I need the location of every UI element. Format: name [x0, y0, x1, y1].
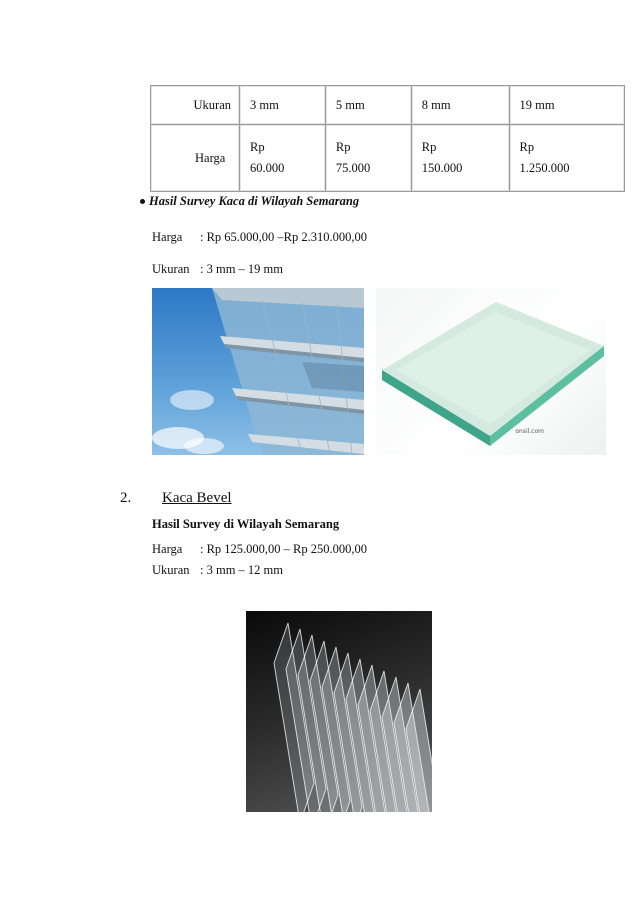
size-cell-1: 3 mm [240, 86, 326, 125]
survey-heading-text: Hasil Survey Kaca di Wilayah Semarang [149, 194, 360, 208]
row-label-price: Harga [151, 125, 240, 192]
price-amount: 1.250.000 [519, 161, 570, 175]
price-cell-2 [325, 125, 411, 192]
table-row-price [151, 125, 625, 192]
price-range-value: : Rp 65.000,00 –Rp 2.310.000,00 [200, 230, 368, 244]
size-range-line [152, 262, 283, 277]
price-amount: 75.000 [335, 161, 371, 175]
size-label: Ukuran [152, 262, 190, 276]
table-row-size [151, 86, 625, 125]
section-title: Kaca Bevel [162, 490, 232, 506]
currency-label: Rp [250, 140, 265, 154]
survey-heading [140, 194, 359, 209]
price-table [150, 85, 625, 192]
price-cell-4 [509, 125, 625, 192]
bevel-price-value: : Rp 125.000,00 – Rp 250.000,00 [200, 542, 368, 556]
size-cell-3: 8 mm [411, 86, 509, 125]
size-range-value: : 3 mm – 19 mm [200, 262, 283, 276]
currency-label: Rp [519, 140, 535, 154]
survey-subheading: Hasil Survey di Wilayah Semarang [152, 517, 340, 531]
image-watermark: onsil.com [515, 428, 544, 435]
currency-label: Rp [335, 140, 351, 154]
price-range-line [152, 230, 367, 245]
bevel-size-value: : 3 mm – 12 mm [200, 563, 283, 577]
price-amount: 60.000 [250, 161, 285, 175]
price-label: Harga [152, 230, 183, 244]
bevel-size-line [152, 563, 283, 578]
currency-label: Rp [421, 140, 437, 154]
bevel-glass-photo [246, 611, 432, 812]
price-amount: 150.000 [421, 161, 463, 175]
bullet-icon [140, 199, 145, 204]
price-label: Harga [152, 542, 183, 556]
size-cell-2: 5 mm [325, 86, 411, 125]
bevel-price-line [152, 542, 367, 557]
row-label-size: Ukuran [151, 86, 240, 125]
price-cell-1 [240, 125, 326, 192]
price-cell-3 [411, 125, 509, 192]
section-number: 2. [120, 490, 132, 506]
glass-sheet-photo [376, 288, 606, 455]
size-label: Ukuran [152, 563, 190, 577]
size-cell-4: 19 mm [509, 86, 625, 125]
building-facade-photo [152, 288, 364, 455]
